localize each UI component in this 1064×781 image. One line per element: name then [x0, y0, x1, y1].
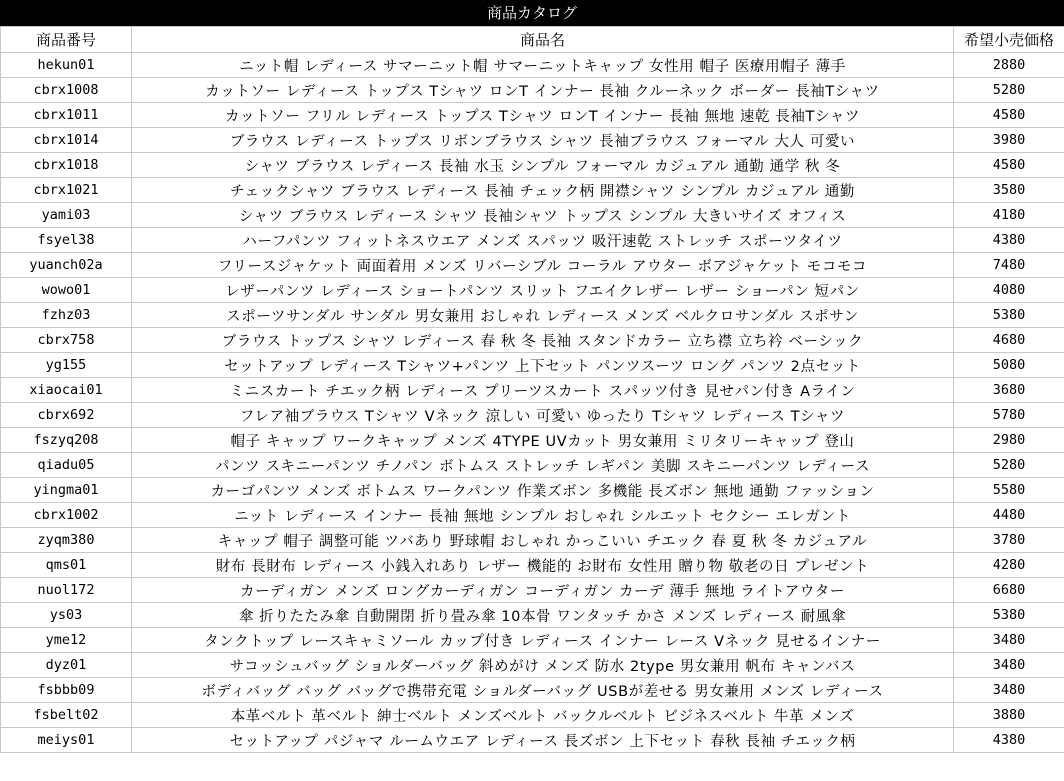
catalog-table [0, 26, 1064, 753]
table-row[interactable] [1, 203, 1064, 228]
product-name-cell[interactable]: レザーパンツ レディース ショートパンツ スリット フエイクレザー レザー ショーパン 短パン [132, 278, 954, 303]
product-id-cell[interactable]: cbrx692 [1, 403, 132, 428]
product-name-cell[interactable]: セットアップ レディース Tシャツ+パンツ 上下セット パンツスーツ ロング パンツ 2点セット [132, 353, 954, 378]
product-name-cell[interactable]: セットアップ パジャマ ルームウエア レディース 長ズボン 上下セット 春秋 長袖 チエック柄 [132, 728, 954, 753]
product-price-cell[interactable]: 5580 [954, 478, 1064, 503]
table-row[interactable] [1, 403, 1064, 428]
product-name-cell[interactable]: カットソー フリル レディース トップス Tシャツ ロンT インナー 長袖 無地 速乾 長袖Tシャツ [132, 103, 954, 128]
table-row[interactable] [1, 503, 1064, 528]
product-name-cell[interactable]: シャツ ブラウス レディース 長袖 水玉 シンプル フォーマル カジュアル 通勤 通学 秋 冬 [132, 153, 954, 178]
table-row[interactable] [1, 378, 1064, 403]
product-price-cell[interactable]: 4680 [954, 328, 1064, 353]
product-id-cell[interactable]: cbrx1021 [1, 178, 132, 203]
product-price-cell[interactable]: 3780 [954, 528, 1064, 553]
product-name-cell[interactable]: カーディガン メンズ ロングカーディガン コーディガン カーデ 薄手 無地 ライトアウター [132, 578, 954, 603]
table-row[interactable] [1, 153, 1064, 178]
header-row [1, 27, 1064, 53]
product-name-cell[interactable]: 傘 折りたたみ傘 自動開閉 折り畳み傘 10本骨 ワンタッチ かさ メンズ レディース 耐風傘 [132, 603, 954, 628]
product-price-cell[interactable]: 4380 [954, 228, 1064, 253]
product-id-cell[interactable]: fsbelt02 [1, 703, 132, 728]
product-id-cell[interactable]: fszyq208 [1, 428, 132, 453]
product-id-cell[interactable]: wowo01 [1, 278, 132, 303]
product-name-cell[interactable]: スポーツサンダル サンダル 男女兼用 おしゃれ レディース メンズ ベルクロサンダル スポサン [132, 303, 954, 328]
product-id-cell[interactable]: fsyel38 [1, 228, 132, 253]
table-row[interactable] [1, 603, 1064, 628]
table-row[interactable] [1, 103, 1064, 128]
table-row[interactable] [1, 703, 1064, 728]
product-id-cell[interactable]: yami03 [1, 203, 132, 228]
product-name-cell[interactable]: 帽子 キャップ ワークキャップ メンズ 4TYPE UVカット 男女兼用 ミリタリーキャップ 登山 [132, 428, 954, 453]
product-price-cell[interactable]: 2880 [954, 53, 1064, 78]
product-id-cell[interactable]: zyqm380 [1, 528, 132, 553]
product-price-cell[interactable]: 3880 [954, 703, 1064, 728]
table-row[interactable] [1, 478, 1064, 503]
table-row[interactable] [1, 228, 1064, 253]
product-price-cell[interactable]: 4480 [954, 503, 1064, 528]
product-id-cell[interactable]: yingma01 [1, 478, 132, 503]
product-id-cell[interactable]: dyz01 [1, 653, 132, 678]
product-name-cell[interactable]: ハーフパンツ フィットネスウエア メンズ スパッツ 吸汗速乾 ストレッチ スポーツタイツ [132, 228, 954, 253]
product-id-cell[interactable]: ys03 [1, 603, 132, 628]
product-id-cell[interactable]: nuol172 [1, 578, 132, 603]
table-row[interactable] [1, 578, 1064, 603]
product-price-cell[interactable]: 5380 [954, 303, 1064, 328]
product-name-cell[interactable]: シャツ ブラウス レディース シャツ 長袖シャツ トップス シンプル 大きいサイズ オフィス [132, 203, 954, 228]
table-row[interactable] [1, 528, 1064, 553]
product-price-cell[interactable]: 4580 [954, 153, 1064, 178]
product-price-cell[interactable]: 3680 [954, 378, 1064, 403]
product-price-cell[interactable]: 5280 [954, 453, 1064, 478]
table-row[interactable] [1, 353, 1064, 378]
product-price-cell[interactable]: 3480 [954, 678, 1064, 703]
product-price-cell[interactable]: 5080 [954, 353, 1064, 378]
product-id-cell[interactable]: cbrx1002 [1, 503, 132, 528]
product-name-cell[interactable]: チェックシャツ ブラウス レディース 長袖 チェック柄 開襟シャツ シンプル カジュアル 通勤 [132, 178, 954, 203]
product-price-cell[interactable]: 5280 [954, 78, 1064, 103]
table-row[interactable] [1, 428, 1064, 453]
catalog-title: 商品カタログ [0, 0, 1064, 26]
column-header-price[interactable]: 希望小売価格 [954, 27, 1064, 53]
table-row[interactable] [1, 728, 1064, 753]
product-name-cell[interactable]: ブラウス レディース トップス リボンブラウス シャツ 長袖ブラウス フォーマル 大人 可愛い [132, 128, 954, 153]
product-price-cell[interactable]: 4180 [954, 203, 1064, 228]
table-row[interactable] [1, 178, 1064, 203]
table-row[interactable] [1, 453, 1064, 478]
product-id-cell[interactable]: xiaocai01 [1, 378, 132, 403]
table-row[interactable] [1, 628, 1064, 653]
product-name-cell[interactable]: ニット帽 レディース サマーニット帽 サマーニットキャップ 女性用 帽子 医療用帽子 薄手 [132, 53, 954, 78]
product-id-cell[interactable]: qms01 [1, 553, 132, 578]
product-name-cell[interactable]: 本革ベルト 革ベルト 紳士ベルト メンズベルト バックルベルト ビジネスベルト 牛革 メンズ [132, 703, 954, 728]
product-name-cell[interactable]: サコッシュバッグ ショルダーバッグ 斜めがけ メンズ 防水 2type 男女兼用 帆布 キャンバス [132, 653, 954, 678]
product-name-cell[interactable]: ニット レディース インナー 長袖 無地 シンプル おしゃれ シルエット セクシー エレガント [132, 503, 954, 528]
product-id-cell[interactable]: cbrx1008 [1, 78, 132, 103]
product-price-cell[interactable]: 4380 [954, 728, 1064, 753]
table-row[interactable] [1, 653, 1064, 678]
product-name-cell[interactable]: キャップ 帽子 調整可能 ツバあり 野球帽 おしゃれ かっこいい チエック 春 夏 秋 冬 カジュアル [132, 528, 954, 553]
product-id-cell[interactable]: fzhz03 [1, 303, 132, 328]
product-price-cell[interactable]: 2980 [954, 428, 1064, 453]
product-name-cell[interactable]: ブラウス トップス シャツ レディース 春 秋 冬 長袖 スタンドカラー 立ち襟 立ち衿 ベーシック [132, 328, 954, 353]
table-row[interactable] [1, 128, 1064, 153]
product-id-cell[interactable]: yuanch02a [1, 253, 132, 278]
product-id-cell[interactable]: cbrx1014 [1, 128, 132, 153]
product-name-cell[interactable]: カーゴパンツ メンズ ボトムス ワークパンツ 作業ズボン 多機能 長ズボン 無地 通勤 ファッション [132, 478, 954, 503]
product-name-cell[interactable]: ミニスカート チエック柄 レディース プリーツスカート スパッツ付き 見せパン付き Aライン [132, 378, 954, 403]
product-price-cell[interactable]: 3480 [954, 628, 1064, 653]
product-id-cell[interactable]: yme12 [1, 628, 132, 653]
product-name-cell[interactable]: カットソー レディース トップス Tシャツ ロンT インナー 長袖 クルーネック ボーダー 長袖Tシャツ [132, 78, 954, 103]
table-row[interactable] [1, 328, 1064, 353]
product-price-cell[interactable]: 3980 [954, 128, 1064, 153]
product-price-cell[interactable]: 4080 [954, 278, 1064, 303]
product-id-cell[interactable]: cbrx758 [1, 328, 132, 353]
product-price-cell[interactable]: 7480 [954, 253, 1064, 278]
product-id-cell[interactable]: cbrx1018 [1, 153, 132, 178]
product-price-cell[interactable]: 5780 [954, 403, 1064, 428]
table-row[interactable] [1, 553, 1064, 578]
table-row[interactable] [1, 278, 1064, 303]
product-id-cell[interactable]: yg155 [1, 353, 132, 378]
product-name-cell[interactable]: ボディバッグ バッグ バッグで携帯充電 ショルダーバッグ USBが差せる 男女兼用 メンズ レディース [132, 678, 954, 703]
product-price-cell[interactable]: 4580 [954, 103, 1064, 128]
table-row[interactable] [1, 253, 1064, 278]
product-name-cell[interactable]: フリースジャケット 両面着用 メンズ リバーシブル コーラル アウター ボアジャケット モコモコ [132, 253, 954, 278]
product-name-cell[interactable]: 財布 長財布 レディース 小銭入れあり レザー 機能的 お財布 女性用 贈り物 敬老の日 プレゼント [132, 553, 954, 578]
column-header-name[interactable]: 商品名 [132, 27, 954, 53]
table-row[interactable] [1, 78, 1064, 103]
product-price-cell[interactable]: 3580 [954, 178, 1064, 203]
product-price-cell[interactable]: 5380 [954, 603, 1064, 628]
product-name-cell[interactable]: タンクトップ レースキャミソール カップ付き レディース インナー レース Vネック 見せるインナー [132, 628, 954, 653]
product-id-cell[interactable]: fsbbb09 [1, 678, 132, 703]
table-row[interactable] [1, 678, 1064, 703]
catalog-body [1, 53, 1064, 753]
table-row[interactable] [1, 303, 1064, 328]
product-id-cell[interactable]: hekun01 [1, 53, 132, 78]
product-name-cell[interactable]: パンツ スキニーパンツ チノパン ボトムス ストレッチ レギパン 美脚 スキニーパンツ レディース [132, 453, 954, 478]
product-price-cell[interactable]: 6680 [954, 578, 1064, 603]
product-price-cell[interactable]: 3480 [954, 653, 1064, 678]
product-name-cell[interactable]: フレア袖ブラウス Tシャツ Vネック 涼しい 可愛い ゆったり Tシャツ レディース Tシャツ [132, 403, 954, 428]
column-header-id[interactable]: 商品番号 [1, 27, 132, 53]
product-price-cell[interactable]: 4280 [954, 553, 1064, 578]
product-id-cell[interactable]: qiadu05 [1, 453, 132, 478]
table-row[interactable] [1, 53, 1064, 78]
product-id-cell[interactable]: cbrx1011 [1, 103, 132, 128]
product-id-cell[interactable]: meiys01 [1, 728, 132, 753]
